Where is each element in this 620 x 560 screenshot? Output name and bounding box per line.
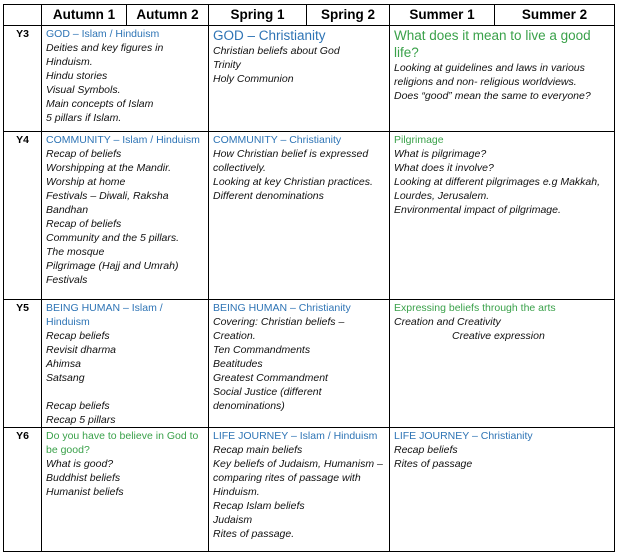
autumn-line: Ahimsa bbox=[46, 358, 82, 370]
row-y6 bbox=[4, 428, 615, 552]
autumn-line: Worshipping at the Mandir. bbox=[46, 162, 172, 174]
header-spring-2: Spring 2 bbox=[307, 5, 390, 26]
spring-heading: GOD – Christianity bbox=[213, 28, 326, 43]
autumn-line: 5 pillars if Islam. bbox=[46, 112, 122, 124]
summer-heading: What does it mean to live a good life? bbox=[394, 28, 591, 60]
spring-heading: COMMUNITY – Christianity bbox=[213, 134, 342, 146]
row-y4 bbox=[4, 132, 615, 300]
autumn-line: Recap beliefs bbox=[46, 330, 110, 342]
summer-cell bbox=[390, 300, 615, 428]
summer-line: What is pilgrimage? bbox=[394, 148, 487, 160]
autumn-cell bbox=[42, 26, 209, 132]
summer-cell bbox=[390, 428, 615, 552]
spring-cell bbox=[209, 26, 390, 132]
spring-line: Recap Islam beliefs bbox=[213, 500, 305, 512]
summer-line: Looking at different pilgrimages e.g Makkah, Lourdes, Jerusalem. bbox=[394, 176, 601, 202]
spring-line: Judaism bbox=[213, 514, 253, 526]
autumn-line: Recap of beliefs bbox=[46, 148, 122, 160]
summer-line: Does “good” mean the same to everyone? bbox=[394, 90, 591, 102]
spring-line: Rites of passage. bbox=[213, 528, 295, 540]
spring-line: Trinity bbox=[213, 59, 241, 71]
header-summer-2: Summer 2 bbox=[495, 5, 615, 26]
autumn-line: Hindu stories bbox=[46, 70, 108, 82]
summer-heading: Expressing beliefs through the arts bbox=[394, 302, 556, 314]
autumn-line: Buddhist beliefs bbox=[46, 472, 121, 484]
summer-heading: LIFE JOURNEY – Christianity bbox=[394, 430, 533, 442]
autumn-line: Revisit dharma bbox=[46, 344, 117, 356]
spring-line: Ten Commandments bbox=[213, 344, 311, 356]
spring-line: Key beliefs of Judaism, Humanism – comparing rites of passage with Hinduism. bbox=[213, 458, 383, 498]
spring-line: How Christian belief is expressed collectively. bbox=[213, 148, 369, 174]
curriculum-table bbox=[3, 4, 615, 552]
spacer bbox=[46, 385, 204, 399]
header-row bbox=[4, 5, 615, 26]
row-y5 bbox=[4, 300, 615, 428]
spring-line: Social Justice (different denominations) bbox=[213, 386, 322, 412]
autumn-line: What is good? bbox=[46, 458, 114, 470]
summer-line: Rites of passage bbox=[394, 458, 473, 470]
header-autumn-1: Autumn 1 bbox=[42, 5, 127, 26]
autumn-line: The mosque bbox=[46, 246, 105, 258]
year-label: Y3 bbox=[4, 26, 42, 132]
spring-cell bbox=[209, 428, 390, 552]
spring-line: Holy Communion bbox=[213, 73, 294, 85]
year-label: Y4 bbox=[4, 132, 42, 300]
autumn-cell bbox=[42, 300, 209, 428]
summer-line: Creation and Creativity bbox=[394, 316, 501, 328]
summer-line-indented: Creative expression bbox=[452, 330, 545, 342]
spring-line: Looking at key Christian practices. bbox=[213, 176, 373, 188]
autumn-line: Worship at home bbox=[46, 176, 126, 188]
autumn-line: Main concepts of Islam bbox=[46, 98, 154, 110]
row-y3 bbox=[4, 26, 615, 132]
summer-line: Environmental impact of pilgrimage. bbox=[394, 204, 561, 216]
spring-cell bbox=[209, 300, 390, 428]
autumn-line: Festivals – Diwali, Raksha Bandhan bbox=[46, 190, 169, 216]
header-spring-1: Spring 1 bbox=[209, 5, 307, 26]
spring-line: Beatitudes bbox=[213, 358, 263, 370]
spring-cell bbox=[209, 132, 390, 300]
spring-line: Different denominations bbox=[213, 190, 324, 202]
summer-cell bbox=[390, 26, 615, 132]
autumn-heading: Do you have to believe in God to be good? bbox=[46, 430, 199, 456]
autumn-line: Recap of beliefs bbox=[46, 218, 122, 230]
summer-heading: Pilgrimage bbox=[394, 134, 444, 146]
summer-line: What does it involve? bbox=[394, 162, 494, 174]
autumn-line: Festivals bbox=[46, 274, 88, 286]
corner-cell bbox=[4, 5, 42, 26]
autumn-line: Deities and key figures in Hinduism. bbox=[46, 42, 164, 68]
autumn-line: Recap beliefs bbox=[46, 400, 110, 412]
autumn-line: Visual Symbols. bbox=[46, 84, 121, 96]
autumn-cell bbox=[42, 428, 209, 552]
autumn-cell bbox=[42, 132, 209, 300]
spring-heading: LIFE JOURNEY – Islam / Hinduism bbox=[213, 430, 378, 442]
spring-heading: BEING HUMAN – Christianity bbox=[213, 302, 351, 314]
spring-line: Covering: Christian beliefs – Creation. bbox=[213, 316, 345, 342]
summer-line: Looking at guidelines and laws in various religions and non- religious worldviews. bbox=[394, 62, 585, 88]
autumn-heading: GOD – Islam / Hinduism bbox=[46, 28, 160, 40]
spring-line: Christian beliefs about God bbox=[213, 45, 340, 57]
autumn-line: Community and the 5 pillars. bbox=[46, 232, 180, 244]
spring-line: Greatest Commandment bbox=[213, 372, 328, 384]
year-label: Y5 bbox=[4, 300, 42, 428]
header-summer-1: Summer 1 bbox=[390, 5, 495, 26]
autumn-line: Satsang bbox=[46, 372, 85, 384]
autumn-line: Recap 5 pillars bbox=[46, 414, 116, 426]
year-label: Y6 bbox=[4, 428, 42, 552]
autumn-heading: BEING HUMAN – Islam / Hinduism bbox=[46, 302, 163, 328]
header-autumn-2: Autumn 2 bbox=[127, 5, 209, 26]
autumn-line: Humanist beliefs bbox=[46, 486, 124, 498]
spring-line: Recap main beliefs bbox=[213, 444, 303, 456]
autumn-line: Pilgrimage (Hajj and Umrah) bbox=[46, 260, 179, 272]
autumn-heading: COMMUNITY – Islam / Hinduism bbox=[46, 134, 200, 146]
summer-cell bbox=[390, 132, 615, 300]
summer-line: Recap beliefs bbox=[394, 444, 458, 456]
